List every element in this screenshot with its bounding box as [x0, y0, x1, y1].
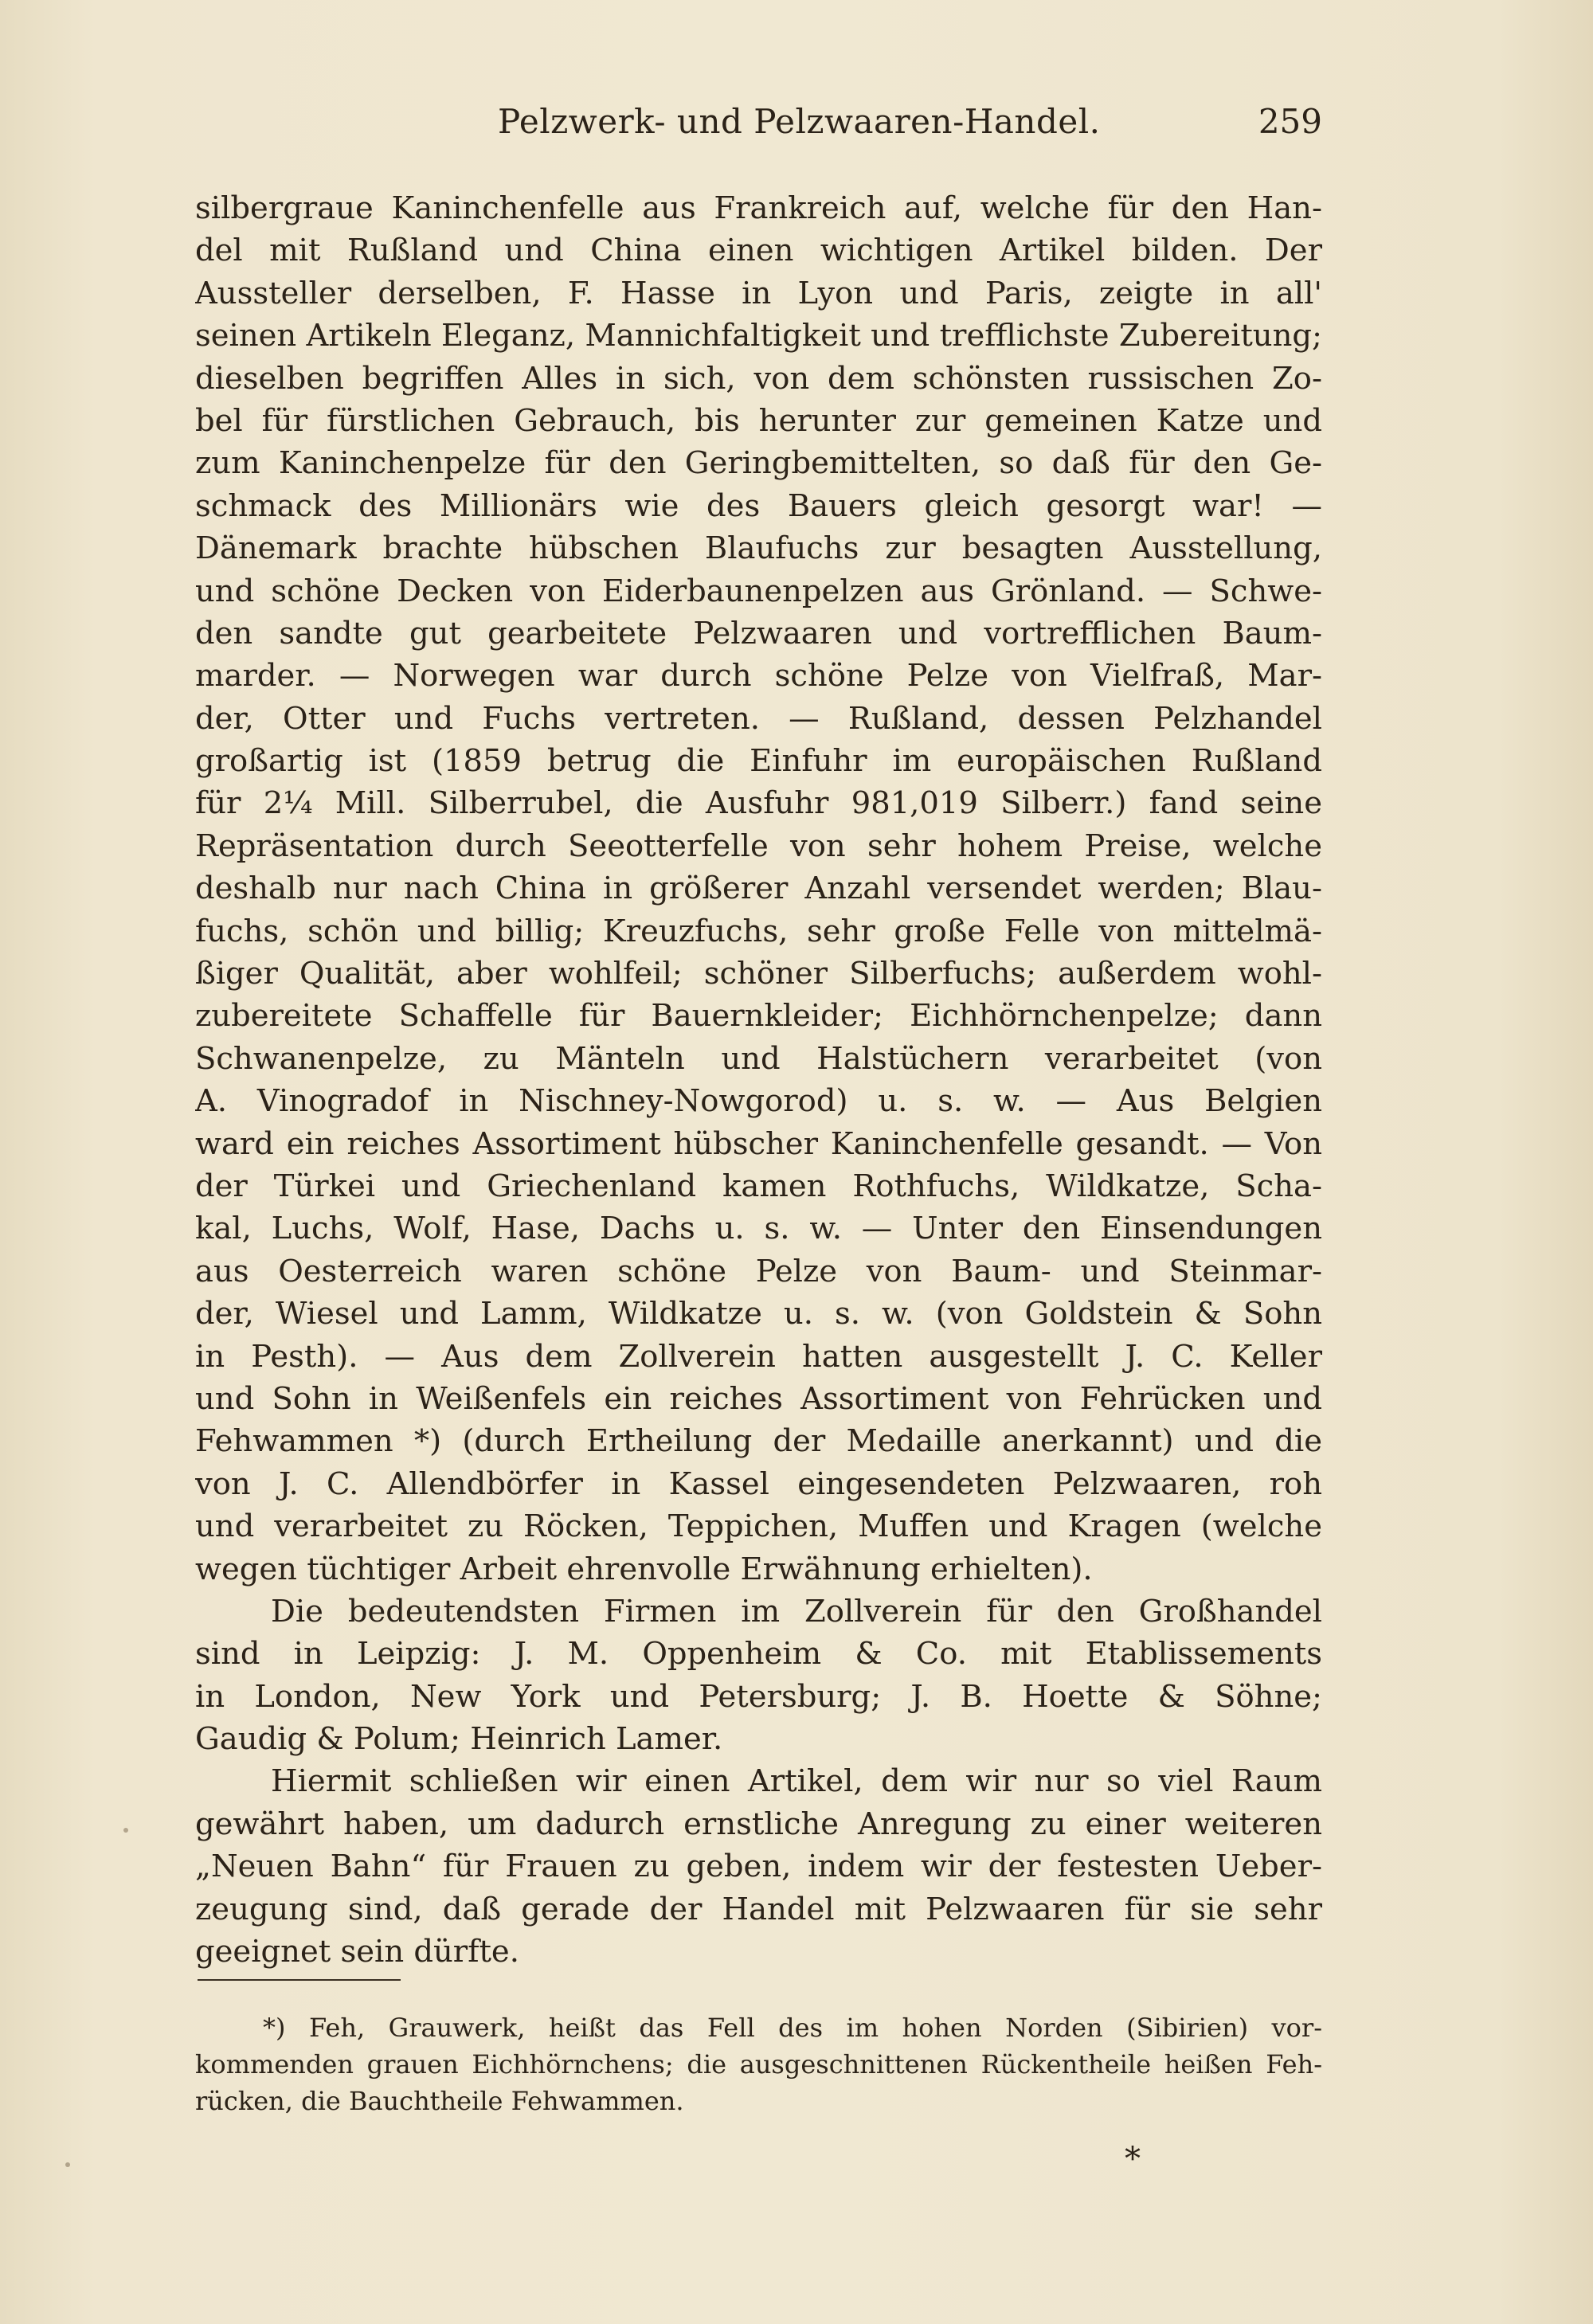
text-line: Aussteller derselben, F. Hasse in Lyon und Paris, zeigte in all' [195, 275, 1322, 311]
text-line: Gaudig & Polum; Heinrich Lamer. [195, 1721, 723, 1758]
text-line: dieselben begriffen Alles in sich, von dem schönsten russischen Zo- [195, 360, 1322, 397]
text-line: Die bedeutendsten Firmen im Zollverein für den Großhandel [271, 1593, 1322, 1630]
text-line: sind in Leipzig: J. M. Oppenheim & Co. mit Etablissements [195, 1636, 1322, 1673]
footnote-divider [198, 1979, 401, 1981]
signature-mark: * [1125, 2141, 1141, 2177]
text-line: deshalb nur nach China in größerer Anzahl versendet werden; Blau- [195, 871, 1322, 907]
text-line: ßiger Qualität, aber wohlfeil; schöner Silberfuchs; außerdem wohl- [195, 956, 1322, 992]
text-line: in London, New York und Petersburg; J. B. Hoette & Söhne; [195, 1678, 1322, 1715]
text-line: wegen tüchtiger Arbeit ehrenvolle Erwähnung erhielten). [195, 1551, 1093, 1587]
text-line: kal, Luchs, Wolf, Hase, Dachs u. s. w. — Unter den Einsendungen [195, 1211, 1322, 1247]
text-line: bel für fürstlichen Gebrauch, bis herunter zur gemeinen Katze und [195, 402, 1322, 439]
paper-speck [123, 1828, 128, 1833]
text-line: ward ein reiches Assortiment hübscher Kaninchenfelle gesandt. — Von [195, 1125, 1322, 1162]
footnote-line: *) Feh, Grauwerk, heißt das Fell des im hohen Norden (Sibirien) vor- [263, 2013, 1322, 2043]
page-header [195, 102, 1322, 150]
text-line: zum Kaninchenpelze für den Geringbemittelten, so daß für den Ge- [195, 445, 1322, 482]
text-line: Schwanenpelze, zu Mänteln und Halstüchern verarbeitet (von [195, 1040, 1322, 1077]
text-line: zeugung sind, daß gerade der Handel mit Pelzwaaren für sie sehr [195, 1891, 1322, 1927]
text-line: der, Otter und Fuchs vertreten. — Rußland, dessen Pelzhandel [195, 700, 1322, 737]
text-line: der, Wiesel und Lamm, Wildkatze u. s. w. (von Goldstein & Sohn [195, 1296, 1322, 1332]
text-line: schmack des Millionärs wie des Bauers gleich gesorgt war! — [195, 487, 1322, 524]
text-line: geeignet sein dürfte. [195, 1934, 519, 1970]
text-line: von J. C. Allendbörfer in Kassel eingesendeten Pelzwaaren, roh [195, 1465, 1322, 1502]
page-number: 259 [1258, 102, 1322, 141]
text-line: marder. — Norwegen war durch schöne Pelze von Vielfraß, Mar- [195, 658, 1322, 694]
text-line: zubereitete Schaffelle für Bauernkleider; Eichhörnchenpelze; dann [195, 998, 1322, 1035]
text-line: silbergraue Kaninchenfelle aus Frankreich auf, welche für den Han- [195, 190, 1322, 226]
text-line: den sandte gut gearbeitete Pelzwaaren und vortrefflichen Baum- [195, 615, 1322, 651]
text-line: fuchs, schön und billig; Kreuzfuchs, sehr große Felle von mittelmä- [195, 913, 1322, 949]
footnote [195, 2009, 1322, 2119]
text-line: und Sohn in Weißenfels ein reiches Assortiment von Fehrücken und [195, 1380, 1322, 1417]
text-line: Fehwammen *) (durch Ertheilung der Medaille anerkannt) und die [195, 1423, 1322, 1460]
text-line: der Türkei und Griechenland kamen Rothfuchs, Wildkatze, Scha- [195, 1168, 1322, 1204]
main-text [195, 187, 1322, 1973]
text-line: für 2¼ Mill. Silberrubel, die Ausfuhr 981,019 Silberr.) fand seine [195, 785, 1322, 822]
text-line: Hiermit schließen wir einen Artikel, dem wir nur so viel Raum [271, 1763, 1322, 1800]
footnote-line: kommenden grauen Eichhörnchens; die ausgeschnittenen Rückentheile heißen Feh- [195, 2049, 1322, 2079]
text-line: und verarbeitet zu Röcken, Teppichen, Muffen und Kragen (welche [195, 1508, 1322, 1545]
text-line: Dänemark brachte hübschen Blaufuchs zur besagten Ausstellung, [195, 530, 1322, 567]
paper-speck [65, 2162, 70, 2167]
running-title: Pelzwerk- und Pelzwaaren-Handel. [498, 102, 1101, 141]
text-line: seinen Artikeln Eleganz, Mannichfaltigkeit und trefflichste Zubereitung; [195, 318, 1322, 354]
footnote-line: rücken, die Bauchtheile Fehwammen. [195, 2086, 684, 2116]
text-line: großartig ist (1859 betrug die Einfuhr im europäischen Rußland [195, 743, 1322, 780]
text-line: und schöne Decken von Eiderbaunenpelzen aus Grönland. — Schwe- [195, 573, 1322, 609]
text-line: „Neuen Bahn“ für Frauen zu geben, indem wir der festesten Ueber- [195, 1849, 1322, 1885]
text-line: Repräsentation durch Seeotterfelle von sehr hohem Preise, welche [195, 827, 1322, 864]
text-line: gewährt haben, um dadurch ernstliche Anregung zu einer weiteren [195, 1806, 1322, 1842]
text-line: in Pesth). — Aus dem Zollverein hatten ausgestellt J. C. Keller [195, 1338, 1322, 1375]
text-line: del mit Rußland und China einen wichtigen Artikel bilden. Der [195, 233, 1322, 269]
text-line: aus Oesterreich waren schöne Pelze von Baum- und Steinmar- [195, 1253, 1322, 1289]
text-line: A. Vinogradof in Nischney-Nowgorod) u. s. w. — Aus Belgien [195, 1083, 1322, 1120]
